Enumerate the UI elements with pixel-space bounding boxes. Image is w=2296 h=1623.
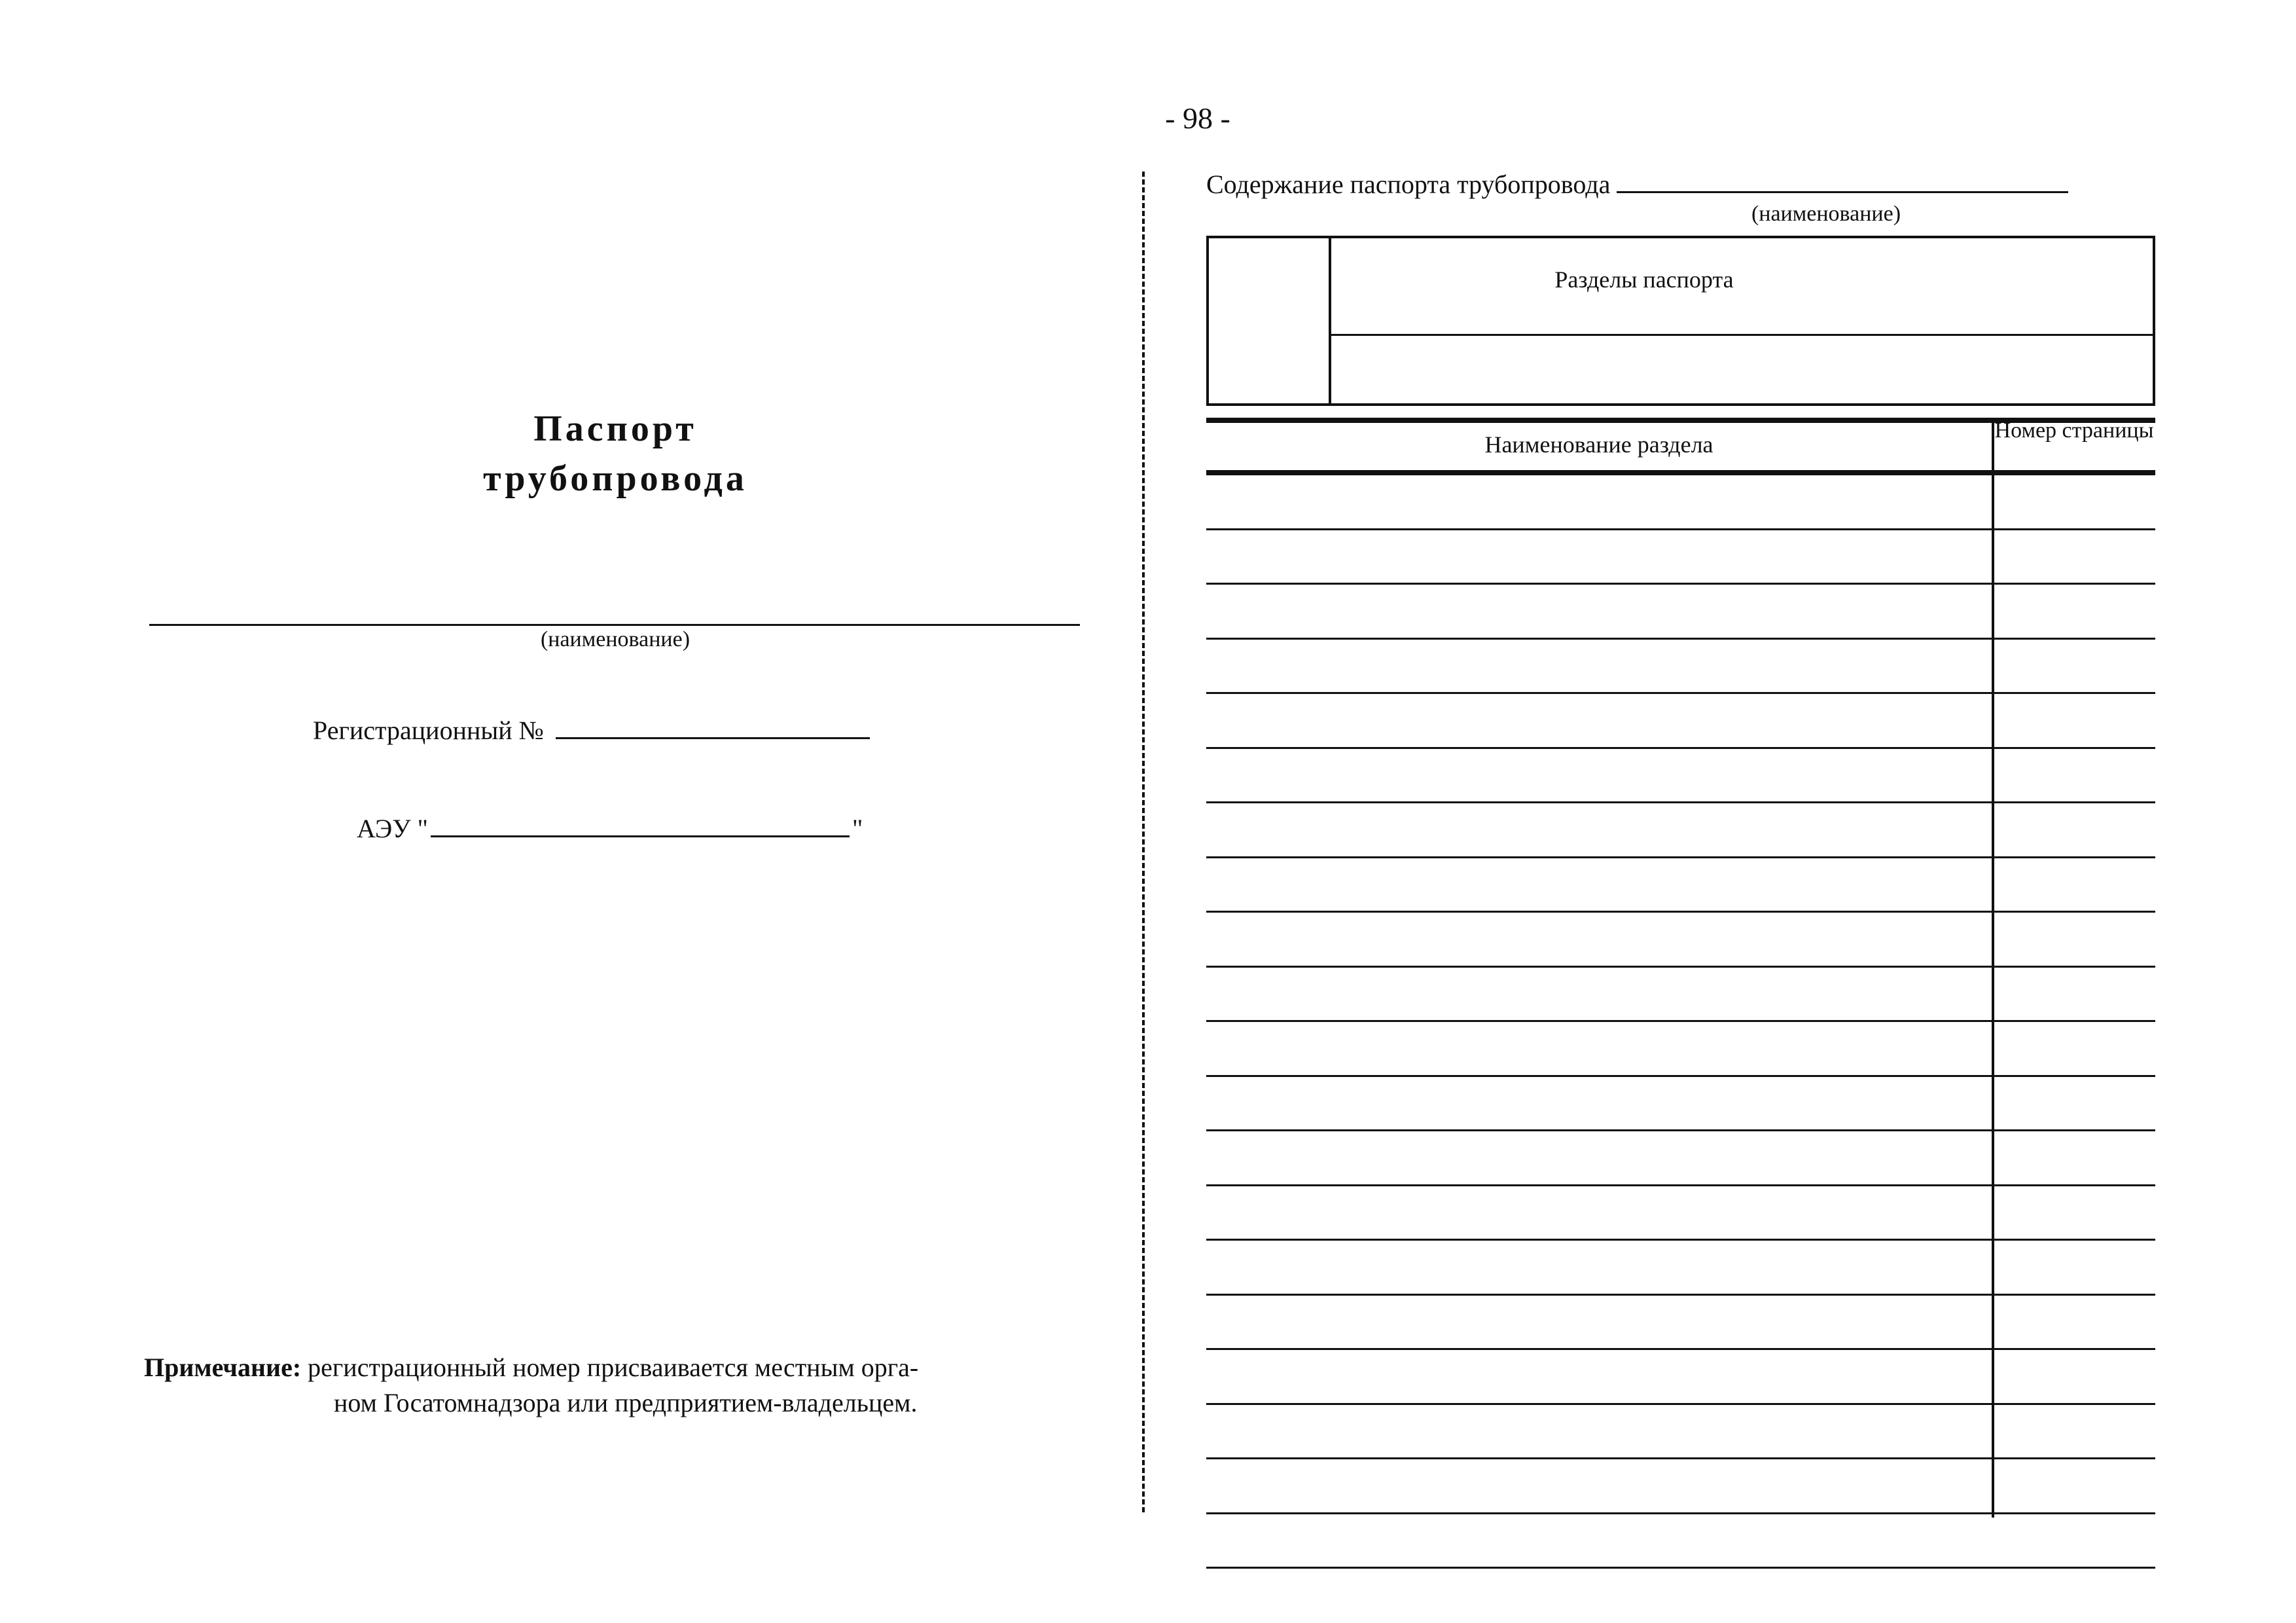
table-row xyxy=(1206,694,2155,749)
table-row xyxy=(1206,1514,2155,1569)
aeu-suffix: " xyxy=(852,814,863,843)
table-row xyxy=(1206,1077,2155,1132)
page-number: - 98 - xyxy=(1165,101,1230,135)
table-row xyxy=(1206,803,2155,858)
name-caption: (наименование) xyxy=(540,627,691,651)
fold-line xyxy=(1142,172,1145,1512)
sections-box xyxy=(1206,236,2155,406)
table-row xyxy=(1206,1459,2155,1514)
contents-title-field xyxy=(1206,169,2068,200)
column-header-section-name: Наименование раздела xyxy=(1484,431,1713,458)
table-row xyxy=(1206,640,2155,695)
table-row xyxy=(1206,1405,2155,1460)
note-label: Примечание: xyxy=(144,1353,302,1382)
table-row xyxy=(1206,858,2155,913)
table-row xyxy=(1206,1296,2155,1351)
name-underline xyxy=(149,624,1080,626)
table-header-rule xyxy=(1206,470,2155,475)
table-row xyxy=(1206,749,2155,804)
table-row xyxy=(1206,1350,2155,1405)
table-row xyxy=(1206,585,2155,640)
registration-label: Регистрационный № xyxy=(313,716,544,745)
table-row xyxy=(1206,1186,2155,1241)
aeu-blank xyxy=(431,812,850,837)
contents-caption: (наименование) xyxy=(1751,202,1901,226)
sections-header: Разделы паспорта xyxy=(1554,266,1734,293)
table-row xyxy=(1206,913,2155,968)
registration-number-blank xyxy=(556,714,870,739)
registration-number-field xyxy=(313,714,870,746)
note-text-line-2: ном Госатомнадзора или предприятием-владельцем. xyxy=(334,1388,918,1417)
note-text-line-1: регистрационный номер присваивается местным орга- xyxy=(301,1353,919,1382)
title-line-2: трубопровода xyxy=(483,458,747,499)
aeu-prefix: АЭУ " xyxy=(357,814,428,843)
aeu-field xyxy=(357,812,863,844)
sections-box-divider xyxy=(1329,236,1331,406)
column-header-page-number: Номер страницы xyxy=(1994,418,2154,443)
contents-title: Содержание паспорта трубопровода xyxy=(1206,170,1611,199)
table-row xyxy=(1206,1131,2155,1186)
table-row xyxy=(1206,1022,2155,1077)
contents-name-blank xyxy=(1617,169,2068,193)
table-row xyxy=(1206,968,2155,1023)
table-row xyxy=(1206,530,2155,585)
title-line-1: Паспорт xyxy=(533,409,697,449)
table-row xyxy=(1206,475,2155,530)
sections-box-rule xyxy=(1330,334,2155,336)
passport-title xyxy=(393,404,838,503)
note xyxy=(144,1350,1126,1421)
table-row xyxy=(1206,1241,2155,1296)
